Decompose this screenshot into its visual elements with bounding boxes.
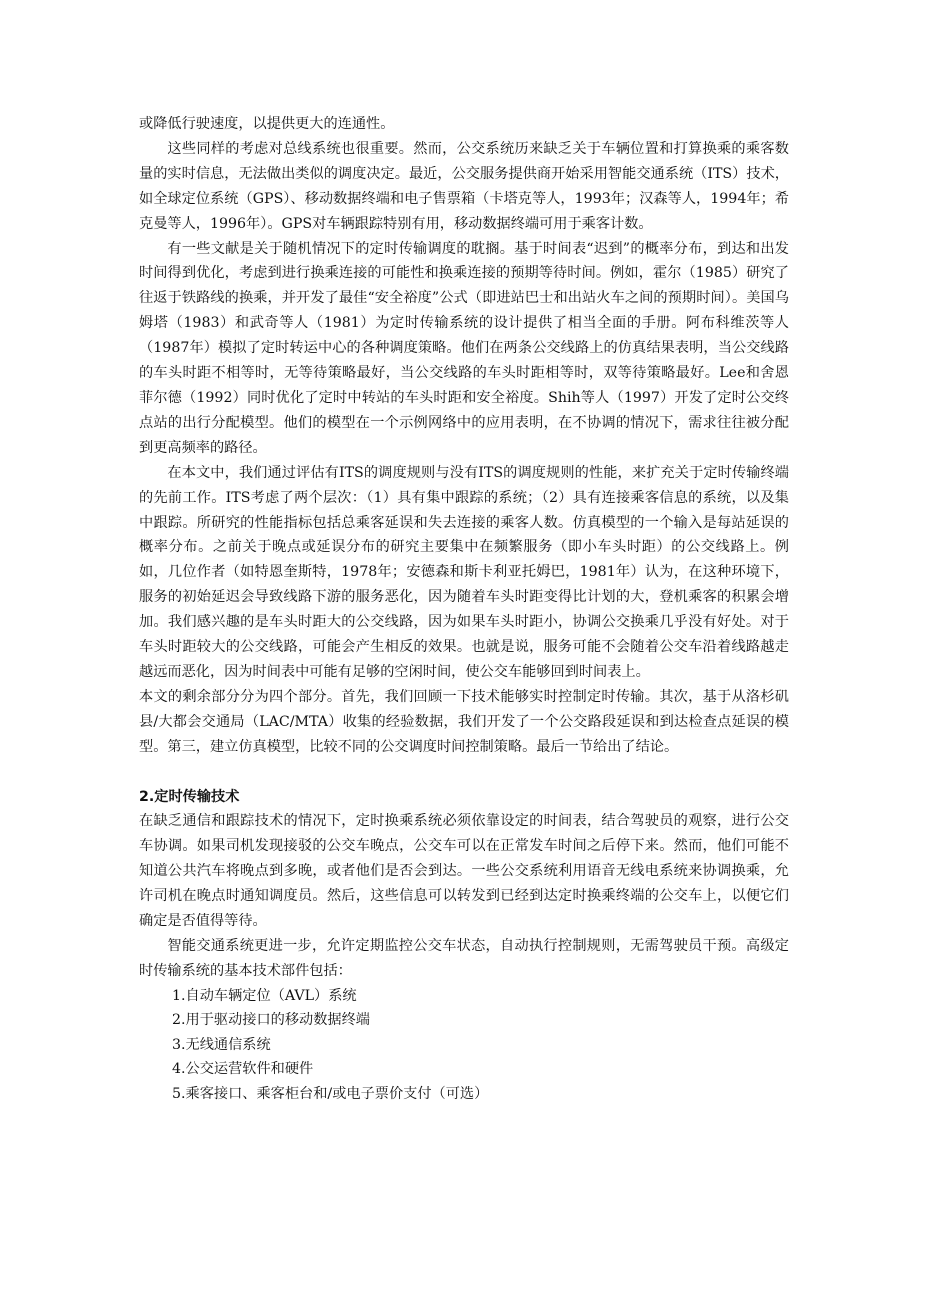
list-item: 2.用于驱动接口的移动数据终端 [172, 1012, 370, 1029]
list-item: 4.公交运营软件和硬件 [172, 1061, 314, 1078]
paragraph-paper-contribution: 在本文中，我们通过评估有ITS的调度规则与没有ITS的调度规则的性能，来扩充关于定时传输终端的先前工作。ITS考虑了两个层次：（1）具有集中跟踪的系统；（2）具有连接乘客信息的系统，以及集中跟踪。所研究的性能指标包括总乘客延误和失去连接的乘客人数。仿真模型的一个输入是每站延误的概率分布。之前关于晚点或延误分布的研究主要集中在频繁服务（即小车头时距）的公交线路上。例如，几位作者（如特恩奎斯特，1978年；安德森和斯卡利亚托姆巴，1981年）认为，在这种环境下，服务的初始延迟会导致线路下游的服务恶化，因为随着车头时距变得比计划的大，登机乘客的积累会增加。我们感兴趣的是车头时距大的公交线路，因为如果车头时距小，协调公交换乘几乎没有好处。对于车头时距较大的公交线路，可能会产生相反的效果。也就是说，服务可能不会随着公交车沿着线路越走越远而恶化，因为时间表中可能有足够的空闲时间，使公交车能够回到时间表上。 [139, 464, 789, 680]
paragraph-its-background: 这些同样的考虑对总线系统也很重要。然而，公交系统历来缺乏关于车辆位置和打算换乘的乘客数量的实时信息，无法做出类似的调度决定。最近，公交服务提供商开始采用智能交通系统（ITS）技术，如全球定位系统（GPS）、移动数据终端和电子售票箱（卡塔克等人，1993年；汉森等人，1994年；希克曼等人，1996年）。GPS对车辆跟踪特别有用，移动数据终端可用于乘客计数。 [139, 140, 789, 232]
list-item: 1.自动车辆定位（AVL）系统 [172, 987, 357, 1004]
list-item: 5.乘客接口、乘客柜台和/或电子票价支付（可选） [172, 1085, 489, 1102]
section-heading: 2.定时传输技术 [139, 788, 240, 805]
paragraph-without-its: 在缺乏通信和跟踪技术的情况下，定时换乘系统必须依靠设定的时间表，结合驾驶员的观察，进行公交车协调。如果司机发现接驳的公交车晚点，公交车可以在正常发车时间之后停下来。然而，他们可能不知道公共汽车将晚点到多晚，或者他们是否会到达。一些公交系统利用语音无线电系统来协调换乘，允许司机在晚点时通知调度员。然后，这些信息可以转发到已经到达定时换乘终端的公交车上，以便它们确定是否值得等待。 [139, 813, 789, 930]
technology-components-list [139, 984, 789, 1107]
paragraph-literature-review: 有一些文献是关于随机情况下的定时传输调度的耽搁。基于时间表“迟到”的概率分布，到达和出发时间得到优化，考虑到进行换乘连接的可能性和换乘连接的预期等待时间。例如，霍尔（1985）研究了往返于铁路线的换乘，并开发了最佳“安全裕度”公式（即进站巴士和出站火车之间的预期时间）。美国乌姆塔（1983）和武奇等人（1981）为定时传输系统的设计提供了相当全面的手册。阿布科维茨等人（1987年）模拟了定时转运中心的各种调度策略。他们在两条公交线路上的仿真结果表明，当公交线路的车头时距不相等时，无等待策略最好，当公交线路的车头时距相等时，双等待策略最好。Lee和舍恩菲尔德（1992）同时优化了定时中转站的车头时距和安全裕度。Shih等人（1997）开发了定时公交终点站的出行分配模型。他们的模型在一个示例网络中的应用表明，在不协调的情况下，需求往往被分配到更高频率的路径。 [139, 240, 789, 456]
paragraph-continuation: 或降低行驶速度，以提供更大的连通性。 [139, 116, 395, 132]
document-page [139, 112, 789, 1106]
list-item: 3.无线通信系统 [172, 1036, 271, 1053]
paragraph-paper-outline: 本文的剩余部分分为四个部分。首先，我们回顾一下技术能够实时控制定时传输。其次，基于从洛杉矶县/大都会交通局（LAC/MTA）收集的经验数据，我们开发了一个公交路段延误和到达检查点延误的模型。第三，建立仿真模型，比较不同的公交调度时间控制策略。最后一节给出了结论。 [139, 688, 789, 755]
paragraph-its-components-intro: 智能交通系统更进一步，允许定期监控公交车状态，自动执行控制规则，无需驾驶员干预。高级定时传输系统的基本技术部件包括： [139, 938, 789, 979]
